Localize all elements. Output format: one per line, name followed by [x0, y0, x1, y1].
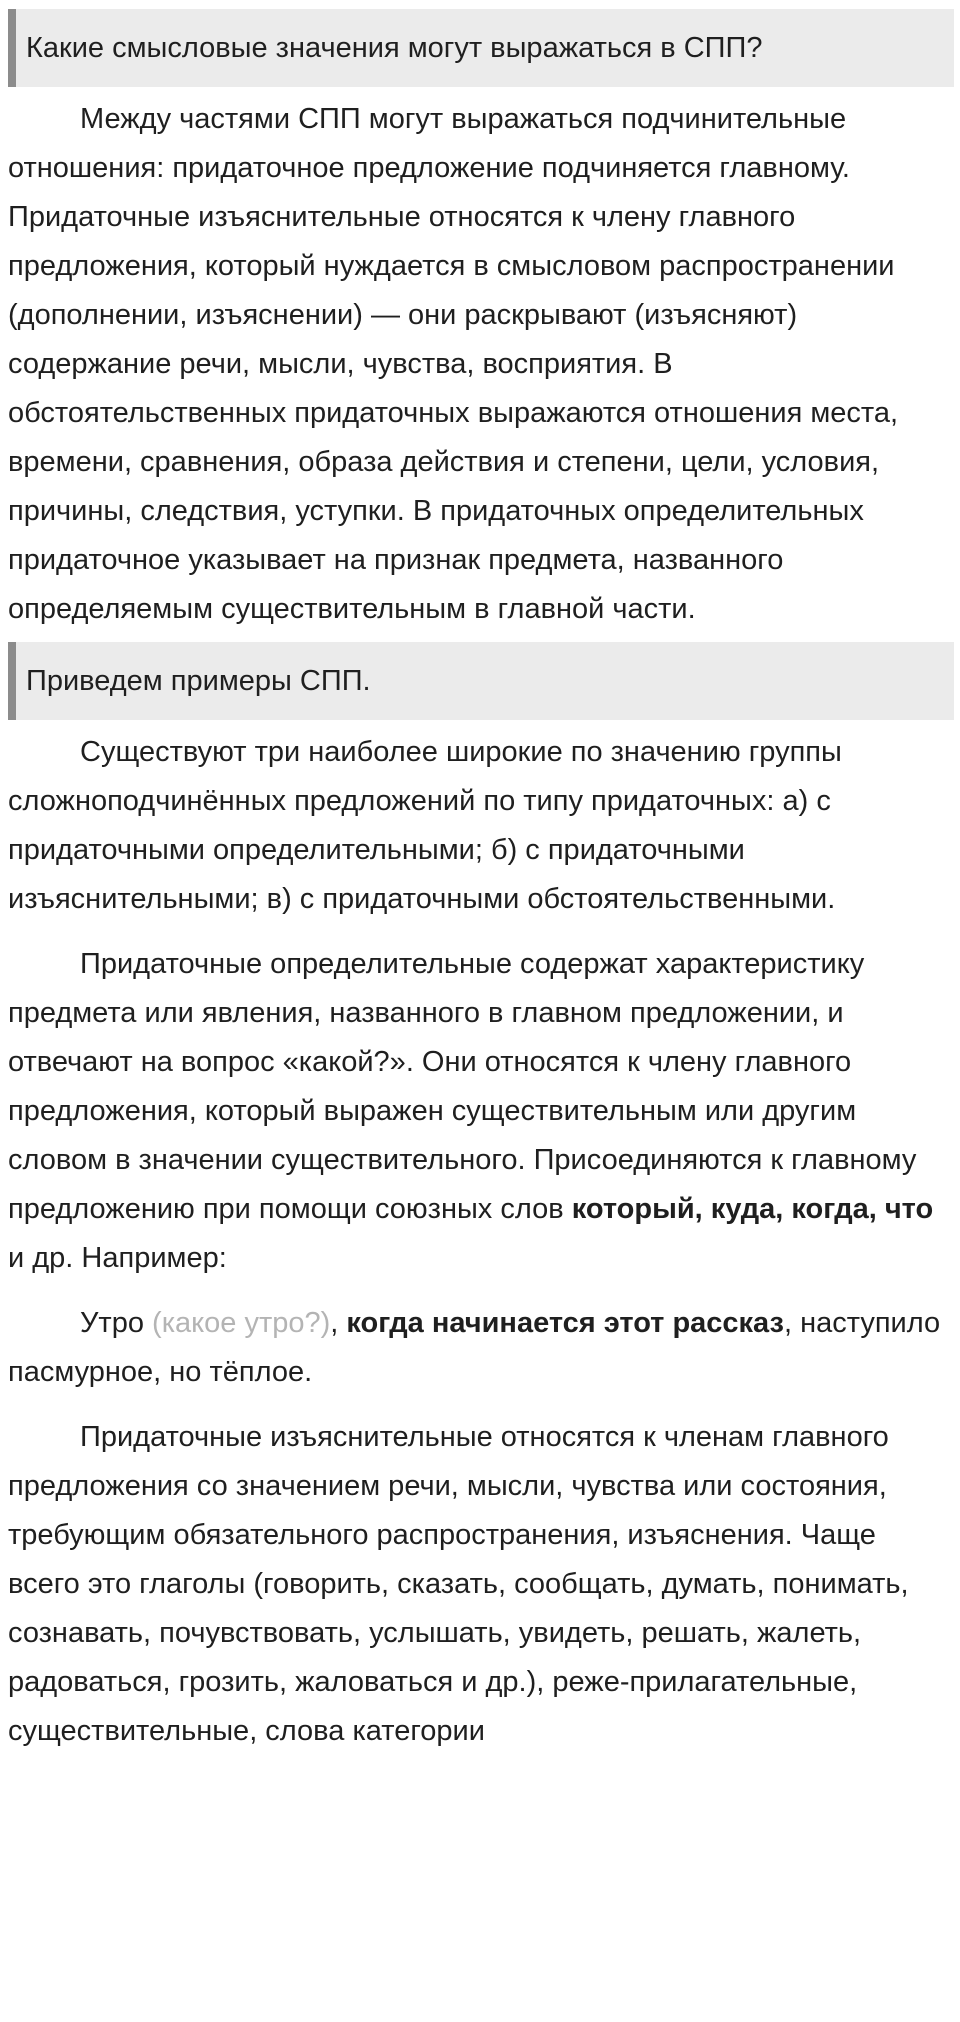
section-header-text: Какие смысловые значения могут выражаться в СПП?: [26, 31, 763, 64]
section-header-examples: [8, 642, 954, 720]
paragraph-explanatory: Придаточные изъяснительные относятся к членам главного предложения со значением речи, мысли, чувства или состояния, требующим обязательного распространения, изъяснения. Чаще всего это глаголы (говорить, сказать, сообщать, думать, понимать, сознавать, почувствовать, услышать, увидеть, решать, жалеть, радоваться, грозить, жаловаться и др.), реже-прилагательные, существительные, слова категории: [8, 1421, 909, 1747]
section-header-meanings: [8, 9, 954, 87]
paragraph-groups: Существуют три наиболее широкие по значению группы сложноподчинённых предложений по типу придаточных: а) с придаточными определительными; б) с придаточными изъяснительными; в) с придаточными обстоятельственными.: [8, 736, 842, 915]
example-question: (какое утро?): [152, 1307, 331, 1339]
section-header-text: Приведем примеры СПП.: [26, 664, 371, 697]
example-start: Утро: [80, 1307, 144, 1339]
paragraph-meanings: Между частями СПП могут выражаться подчинительные отношения: придаточное предложение подчиняется главному. Придаточные изъяснительные относятся к члену главного предложения, который нуждается в смысловом распространении (дополнении, изъяснении) — они раскрывают (изъясняют) содержание речи, мысли, чувства, восприятия. В обстоятельственных придаточных выражаются отношения места, времени, сравнения, образа действия и степени, цели, условия, причины, следствия, уступки. В придаточных определительных придаточное указывает на признак предмета, названного определяемым существительным в главной части.: [8, 103, 899, 625]
paragraph-attributive: [8, 940, 954, 1283]
example-clause: когда начинается этот рассказ: [346, 1307, 784, 1339]
paragraph-tail: и др. Например:: [8, 1242, 227, 1274]
paragraph-text: Придаточные определительные содержат характеристику предмета или явления, названного в главном предложении, и отвечают на вопрос «какой?». Они относятся к члену главного предложения, который выражен существительным или другим словом в значении существительного. Присоединяются к главному предложению при помощи союзных слов: [8, 948, 917, 1225]
example-sentence: [8, 1299, 954, 1397]
conjunctive-words: который, куда, когда, что: [571, 1193, 934, 1225]
example-end: , наступило пасмурное, но тёплое.: [8, 1307, 941, 1388]
document-page: [0, 9, 954, 1756]
example-comma: ,: [330, 1307, 339, 1339]
